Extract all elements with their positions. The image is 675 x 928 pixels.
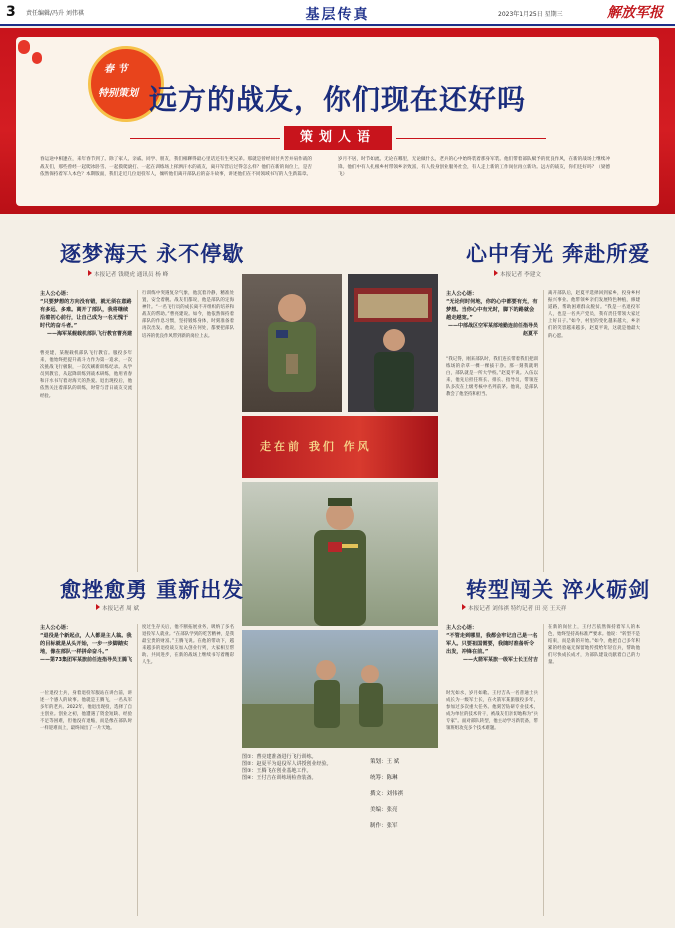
training-scene-icon [242,630,438,748]
column-rule [543,624,544,916]
article-4-body-left: 时光如水，岁月如歌。王付吉从一名普通士兵成长为一级军士长，在火箭军某旅服役多年，参加过多次重大任务。他刻苦钻研专业技术，成为单位的技术骨干，被战友们亲切地称为“兵专家”。面对部队转型，他主动学习新装备，带领班组攻克多个技术难题。 [446,691,538,732]
article-2-byline [494,270,541,278]
byline-marker-icon [96,604,100,610]
column-rule [137,624,138,916]
lead-quote: “只要梦想的方向没有错，就无须在意路有多远、多难。离开了部队，我将继续沿着初心前行，让自己成为一名无愧于时代的奋斗者。” [40,299,132,329]
article-3-lead [40,624,132,664]
article-2-title: 心中有光 奔赴所爱 [466,242,651,266]
credit-item: 撰文：刘伟祺 [370,791,404,797]
lead-quote: “无论何时何地，你的心中都要有光，有梦想。当你心中有光时，脚下的路就会越走越宽。” [446,299,538,321]
section-title: 基层传真 [305,7,370,23]
photo-training [242,630,438,748]
article-3-body-right: 度过生存关后，他不断拓展业务，吸纳了多名退役军人就业。“在部队学到的吃苦精神，是我最宝贵的财富。”王腾飞说。在他的带动下，越来越多的退役战友加入创业行列，大家相互帮助、共同进步，在新的战场上继续书写着精彩人生。 [142,625,234,666]
lead-quote: “退役是个新起点，人人都是主人翁。我的目标就是从头开始，一步一步脚踏实地，像在部队一样拼命奋斗。” [40,633,132,655]
byline-text: 本报记者 刘伟祺 特约记者 田 亮 王天祥 [468,606,567,612]
divider-line [130,138,280,139]
photo-captions [242,754,362,782]
article-2-lead [446,290,538,338]
article-1-lead [40,290,132,338]
lead-source: ——第73集团军某旅前任连指导员王腾飞 [40,657,132,663]
planner-note-label: 策划人语 [284,126,392,150]
lead-label: 主人公心语： [446,625,478,631]
credit-item: 制作：张军 [370,823,398,829]
caption-3: 图③：王腾飞在创业基地工作。 [242,768,312,774]
article-3-title: 愈挫愈勇 重新出发 [60,578,245,602]
article-2-body-left: “我记得，刚来部队时，我们连长带着我们把训练场的杂草一棵一棵拔干净。那一刻我就明白，部队就是一所大学校。”赵夏平说。入伍以来，他先后担任班长、排长、指导员，带领连队多次在上级考核中名列前茅。他说，是部队教会了他坚持和担当。 [446,357,538,398]
article-2-body-right: 离开部队后，赵夏平选择回到家乡，投身乡村振兴事业。他带领乡亲们发展特色种植，修建道路，帮助困难群众脱贫。“我是一名退役军人，也是一名共产党员，我有责任带领大家过上好日子。”如今，村里的变化越来越大，乡亲们的笑容越来越多，赵夏平说，这就是他最大的心愿。 [548,291,640,339]
byline-text: 本报记者 李建文 [500,272,541,278]
caption-4: 图④：王付吉在训练场检查装备。 [242,775,317,781]
article-1-byline [88,270,168,278]
lantern-icon [32,52,42,64]
lead-quote: “不管走到哪里，我都会牢记自己是一名军人。只要祖国需要，我随时准备听令出发，冲锋在前。” [446,633,538,655]
header-rule [0,24,675,26]
credit-item: 美编：张亮 [370,807,398,813]
article-1-title: 逐梦海天 永不停歇 [60,242,245,266]
byline-marker-icon [494,270,498,276]
article-3-body-left: 一位退役士兵，身着退役军服站在讲台前，讲述一个感人的故事。他就是王腾飞，一名从军多年的老兵。2022年，他退出现役，选择了自主创业。创业之初，他遭遇了资金短缺、经验不足等困难，但他没有退缩，而是像在部队时一样迎难而上，最终闯出了一片天地。 [40,691,132,732]
article-1-body-left: 曹亮建，某舰载机部队飞行教官。服役多年来，他始终把提升战斗力作为第一追求，一次次挑战飞行极限，一次次刷新训练纪录。从学员到教官，从起降训练到战术研练，他用青春和汗水书写着对海天的热爱。退出现役后，他依然关注着部队的训练，时常与昔日战友交流经验。 [40,351,132,399]
photo-pilot [242,274,342,412]
caption-2: 图②：赵夏平为退役军人讲授创业经验。 [242,761,332,767]
article-1-body-right: 行训练中突遇复杂气象，他沉着冷静，精准处置，安全着舰。战友们都说，他是部队的定海神针。“一名飞行员的成长离不开组织的培养和战友的帮助。”曹亮建说。如今，他依然保持着部队的作息习惯，坚持锻炼身体，时刻准备着再次出发。他说，无论身在何处，都要把部队培养的优良作风带到新的岗位上去。 [142,291,234,339]
caption-1: 图①：曹亮建准备进行飞行训练。 [242,754,317,760]
photo-office [348,274,438,412]
pilot-figure-icon [242,274,342,412]
article-4-body-right: 在新的岗位上，王付吉依然保持着军人的本色，始终坚持高标准严要求。他说：“转型不是结束，而是新的开始。”如今，他把自己多年积累的经验毫无保留地传授给年轻官兵，帮助他们尽快成长成才，为部队建设贡献着自己的力量。 [548,625,640,666]
column-rule [543,290,544,572]
issue-date: 2023年1月25日 星期三 [498,11,563,18]
lead-source: ——中部战区空军某部地勤连前任指导员赵夏平 [447,323,538,337]
badge-line-1: 春 节 [104,64,128,75]
photo-soldier [242,482,438,626]
page-number: 3 [6,4,16,20]
lead-source: ——火箭军某旅一级军士长王付吉 [462,657,538,663]
photo-slogan-wall [242,416,438,478]
credit-item: 策划：王 斌 [370,759,400,765]
byline-marker-icon [88,270,92,276]
column-rule [137,290,138,572]
divider-line [396,138,546,139]
intro-text-left: 春运途中相逢在，来年春节到了。除了家人、亲戚、同学、朋友，我们相聊得最心里话还有生死兄弟。那就是曾经同甘共苦并肩作战的战友们，那些曾经一起爬冰卧雪、一起摸爬滚打、一起在训练场上挥洒汗水的战友，离开军营后过得怎么样？他们在新的岗位上，是否依然保持着军人本色？本期版面，我们走近几位退役军人，倾听他们离开部队后的奋斗故事，讲述他们在不同领域书写的人生新篇章。 [40,157,312,178]
byline-text: 本报记者 钱晓虎 通讯员 杨 峰 [94,272,169,278]
lead-source: ——海军某舰载机部队飞行教官曹亮建 [46,331,132,337]
credit-item: 统筹：陈琳 [370,775,398,781]
soldier-figure-icon [242,482,438,626]
article-4-title: 转型闯关 淬火砺剑 [466,578,651,602]
byline-text: 本报记者 周 斌 [102,606,140,612]
editors-line: 责任编辑/冯升 刘伟祺 [26,10,84,17]
article-4-byline [462,604,566,612]
feature-title: 远方的战友，你们现在还好吗 [148,83,526,116]
lead-label: 主人公心语： [446,291,478,297]
byline-marker-icon [462,604,466,610]
badge-line-2: 特别策划 [98,88,138,99]
article-4-lead [446,624,538,664]
credits-box [370,754,438,834]
lead-label: 主人公心语： [40,625,72,631]
lead-label: 主人公心语： [40,291,72,297]
officer-figure-icon [348,274,438,412]
masthead-logo: 解放军报 [607,5,663,21]
intro-text-right: 岁月不居，时节如流。无论在哪里，无论做什么，老兵的心中始终装着那身军装。他们带着部队赋予的优良作风，在新的战场上继续冲锋。他们中有人扎根乡村带领乡亲致富，有人投身创业服务社会，有人走上新的工作岗位再立新功。远方的战友，你们还好吗？（梁德飞） [338,157,610,178]
slogan-text: 走在前 我们 作风 [260,440,372,453]
article-3-byline [96,604,139,612]
lantern-icon [18,40,30,54]
